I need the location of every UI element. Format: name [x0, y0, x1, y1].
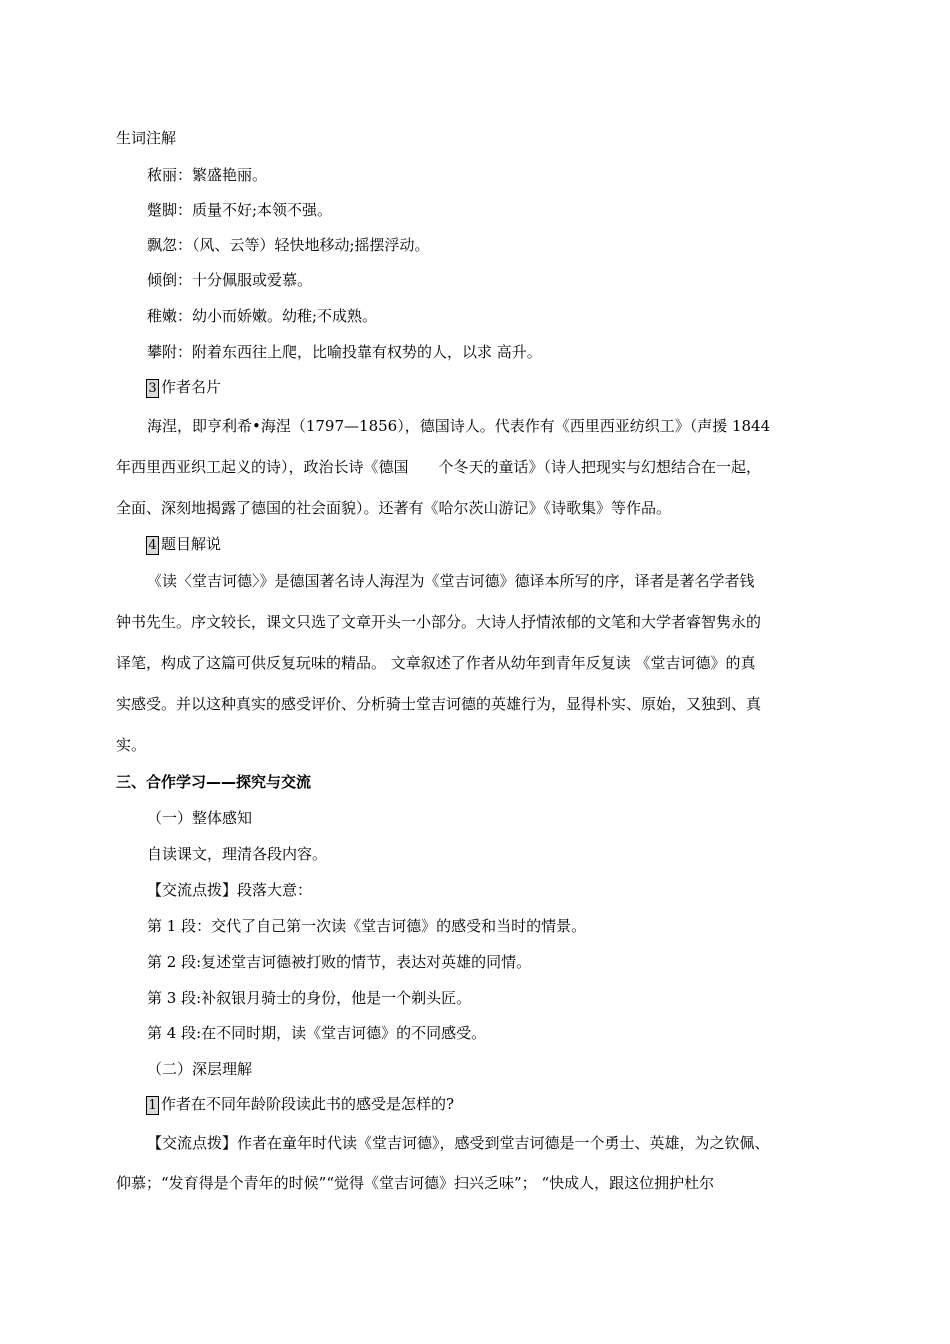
topic-line: 实。	[116, 736, 147, 754]
instruction-text: 自读课文，理清各段内容。	[147, 845, 328, 863]
answer-line: 仰慕；“发育得是个青年的时候”“觉得《堂吉诃德》扫兴乏味”； “快成人，跟这位拥护杜尔	[116, 1174, 715, 1192]
topic-line: 实感受。并以这种真实的感受评价、分析骑士堂吉诃德的英雄行为，显得朴实、原始，又独到、真	[116, 695, 762, 713]
tip-label: 【交流点拨】段落大意：	[147, 881, 313, 899]
vocab-item: 攀附：附着东西往上爬，比喻投靠有权势的人，以求 高升。	[147, 343, 542, 361]
paragraph-summary: 第 4 段:在不同时期，读《堂吉诃德》的不同感受。	[147, 1024, 487, 1042]
author-line: 全面、深刻地揭露了德国的社会面貌）。还著有《哈尔茨山游记》《诗歌集》等作品。	[116, 499, 672, 517]
part-title: （一）整体感知	[147, 809, 253, 827]
author-section-title	[146, 377, 221, 398]
vocab-item: 飘忽：（风、云等）轻快地移动;摇摆浮动。	[147, 236, 430, 254]
topic-line: 译笔，构成了这篇可供反复玩味的精品。 文章叙述了作者从幼年到青年反复读 《堂吉诃德》的真	[116, 654, 756, 672]
vocab-item: 倾倒：十分佩服或爱慕。	[147, 271, 313, 289]
question-text: 作者在不同年龄阶段读此书的感受是怎样的?	[161, 1095, 455, 1113]
vocab-item: 秾丽：繁盛艳丽。	[147, 166, 268, 184]
author-line: 海涅，即亨利希•海涅（1797—1856），德国诗人。代表作有《西里西亚纺织工》（声援 1844	[147, 417, 771, 435]
topic-line: 《读〈堂吉诃德〉》是德国著名诗人海涅为《堂吉诃德》德译本所写的序，译者是著名学者钱	[147, 572, 755, 590]
topic-section-title	[146, 534, 221, 555]
question-line	[146, 1094, 454, 1115]
question-number-box: 1	[146, 1096, 159, 1115]
section-heading: 三、合作学习——探究与交流	[116, 773, 312, 791]
part-title: （二）深层理解	[147, 1060, 253, 1078]
paragraph-summary: 第 2 段:复述堂吉诃德被打败的情节，表达对英雄的同情。	[147, 953, 532, 971]
vocab-title: 生词注解	[116, 129, 177, 147]
paragraph-summary: 第 3 段:补叙银月骑士的身份，他是一个剃头匠。	[147, 989, 472, 1007]
vocab-item: 蹩脚：质量不好;本领不强。	[147, 201, 333, 219]
topic-line: 钟书先生。序文较长，课文只选了文章开头一小部分。大诗人抒情浓郁的文笔和大学者睿智隽永的	[116, 613, 762, 631]
paragraph-summary: 第 1 段：交代了自己第一次读《堂吉诃德》的感受和当时的情景。	[147, 917, 587, 935]
section-number-box: 3	[146, 379, 159, 398]
vocab-item: 稚嫩：幼小而娇嫩。幼稚;不成熟。	[147, 307, 378, 325]
author-line: 年西里西亚织工起义的诗），政治长诗《德国 个冬天的童话》（诗人把现实与幻想结合在一起，	[116, 458, 762, 476]
section-number-box: 4	[146, 536, 159, 555]
author-title: 作者名片	[161, 378, 222, 396]
answer-line: 【交流点拨】作者在童年时代读《堂吉诃德》，感受到堂吉诃德是一个勇士、英雄，为之钦佩、	[147, 1134, 770, 1152]
topic-title: 题目解说	[161, 535, 222, 553]
